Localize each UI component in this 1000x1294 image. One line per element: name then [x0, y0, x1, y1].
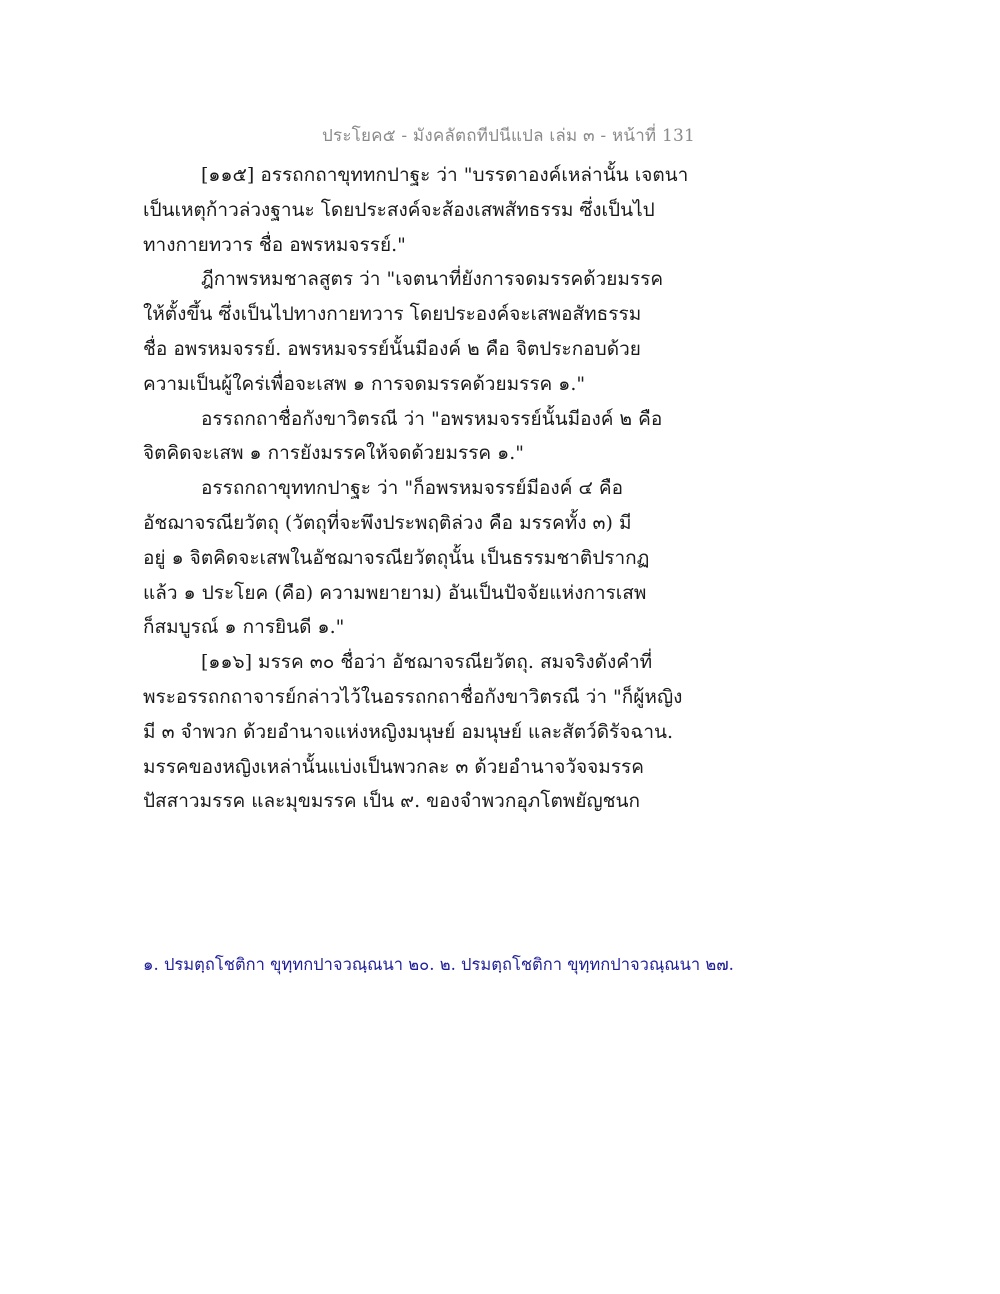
- text-line: [๑๑๖] มรรค ๓๐ ชื่อว่า อัชฌาจรณียวัตถุ. สมจริงดังคำที่: [201, 651, 653, 674]
- text-line: มรรคของหญิงเหล่านั้นแบ่งเป็นพวกละ ๓ ด้วยอำนาจวัจจมรรค: [143, 755, 644, 778]
- text-line: ทางกายทวาร ชื่อ อพรหมจรรย์.": [143, 233, 406, 256]
- text-line: จิตคิดจะเสพ ๑ การยังมรรคให้จดด้วยมรรค ๑.": [143, 442, 524, 465]
- text-line: แล้ว ๑ ประโยค (คือ) ความพยายาม) อันเป็นปัจจัยแห่งการเสพ: [143, 581, 647, 604]
- text-line: ความเป็นผู้ใคร่เพื่อจะเสพ ๑ การจดมรรคด้วยมรรค ๑.": [143, 372, 586, 395]
- running-header: ประโยค๕ - มังคลัตถทีปนีแปล เล่ม ๓ - หน้าที่ 131: [322, 126, 695, 146]
- text-line: [๑๑๕] อรรถกถาขุททกปาฐะ ว่า "บรรดาองค์เหล่านั้น เจตนา: [201, 164, 689, 186]
- text-line: ให้ตั้งขึ้น ซึ่งเป็นไปทางกายทวาร โดยประองค์จะเสพอสัทธรรม: [143, 303, 642, 326]
- text-line: ชื่อ อพรหมจรรย์. อพรหมจรรย์นั้นมีองค์ ๒ คือ จิตประกอบด้วย: [143, 337, 641, 360]
- text-line: อยู่ ๑ จิตคิดจะเสพในอัชฌาจรณียวัตถุนั้น เป็นธรรมชาติปรากฏ: [143, 546, 650, 569]
- text-line: พระอรรถกถาจารย์กล่าวไว้ในอรรถกถาชื่อกังขาวิตรณี ว่า "ก็ผู้หญิง: [143, 685, 683, 708]
- text-line: อัชฌาจรณียวัตถุ (วัตถุที่จะพึงประพฤติล่วง คือ มรรคทั้ง ๓) มี: [143, 511, 632, 534]
- text-line: อรรถกถาขุททกปาฐะ ว่า "ก็อพรหมจรรย์มีองค์ ๔ คือ: [201, 477, 623, 500]
- text-line: ฎีกาพรหมชาลสูตร ว่า "เจตนาที่ยังการจดมรรคด้วยมรรค: [201, 268, 664, 291]
- text-line: ก็สมบูรณ์ ๑ การยินดี ๑.": [143, 616, 345, 639]
- text-line: เป็นเหตุก้าวล่วงฐานะ โดยประสงค์จะส้องเสพสัทธรรม ซึ่งเป็นไป: [143, 198, 655, 221]
- footnote: ๑. ปรมตฺถโชติกา ขุทฺทกปาจวณฺณนา ๒๐. ๒. ปรมตฺถโชติกา ขุทฺทกปาจวณฺณนา ๒๗.: [143, 955, 734, 974]
- text-line: อรรถกถาชื่อกังขาวิตรณี ว่า "อพรหมจรรย์นั้นมีองค์ ๒ คือ: [201, 407, 663, 430]
- body-text: [143, 158, 703, 819]
- text-line: มี ๓ จำพวก ด้วยอำนาจแห่งหญิงมนุษย์ อมนุษย์ และสัตว์ดิรัจฉาน.: [143, 720, 674, 743]
- text-line: ปัสสาวมรรค และมุขมรรค เป็น ๙. ของจำพวกอุภโตพยัญชนก: [143, 790, 641, 813]
